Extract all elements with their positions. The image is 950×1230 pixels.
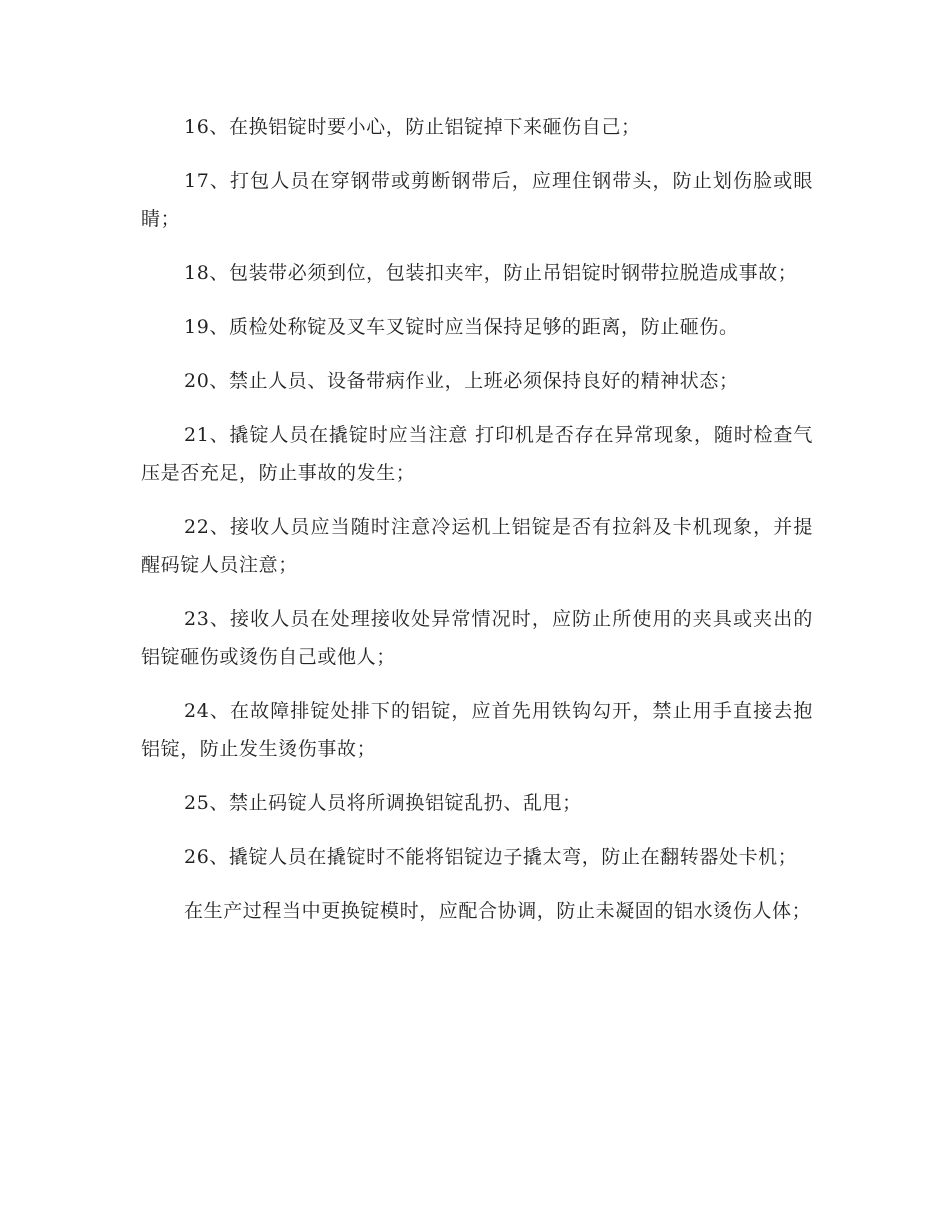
document-body <box>141 108 813 946</box>
paragraph-18: 18、包装带必须到位，包装扣夹牢，防止吊铝锭时钢带拉脱造成事故； <box>184 262 798 284</box>
paragraph-19: 19、质检处称锭及叉车叉锭时应当保持足够的距离，防止砸伤。 <box>184 316 739 338</box>
paragraph-20: 20、禁止人员、设备带病作业，上班必须保持良好的精神状态； <box>184 370 739 392</box>
paragraph-17: 17、打包人员在穿钢带或剪断钢带后，应理住钢带头，防止划伤脸或眼睛； <box>141 170 813 230</box>
paragraph-24: 24、在故障排锭处排下的铝锭，应首先用铁钩勾开，禁止用手直接去抱铝锭，防止发生烫伤事故； <box>141 700 813 760</box>
paragraph-23: 23、接收人员在处理接收处异常情况时，应防止所使用的夹具或夹出的铝锭砸伤或烫伤自己或他人； <box>141 608 813 668</box>
paragraph-25: 25、禁止码锭人员将所调换铝锭乱扔、乱甩； <box>184 792 582 814</box>
paragraph-16: 16、在换铝锭时要小心，防止铝锭掉下来砸伤自己； <box>184 116 641 138</box>
paragraph-26: 26、撬锭人员在撬锭时不能将铝锭边子撬太弯，防止在翻转器处卡机； <box>184 846 798 868</box>
paragraph-mold-change: 在生产过程当中更换锭模时，应配合协调，防止未凝固的铝水烫伤人体； <box>184 900 812 922</box>
paragraph-21: 21、撬锭人员在撬锭时应当注意 打印机是否存在异常现象，随时检查气压是否充足，防止事故的发生； <box>141 424 813 484</box>
paragraph-22: 22、接收人员应当随时注意冷运机上铝锭是否有拉斜及卡机现象，并提醒码锭人员注意； <box>141 516 813 576</box>
